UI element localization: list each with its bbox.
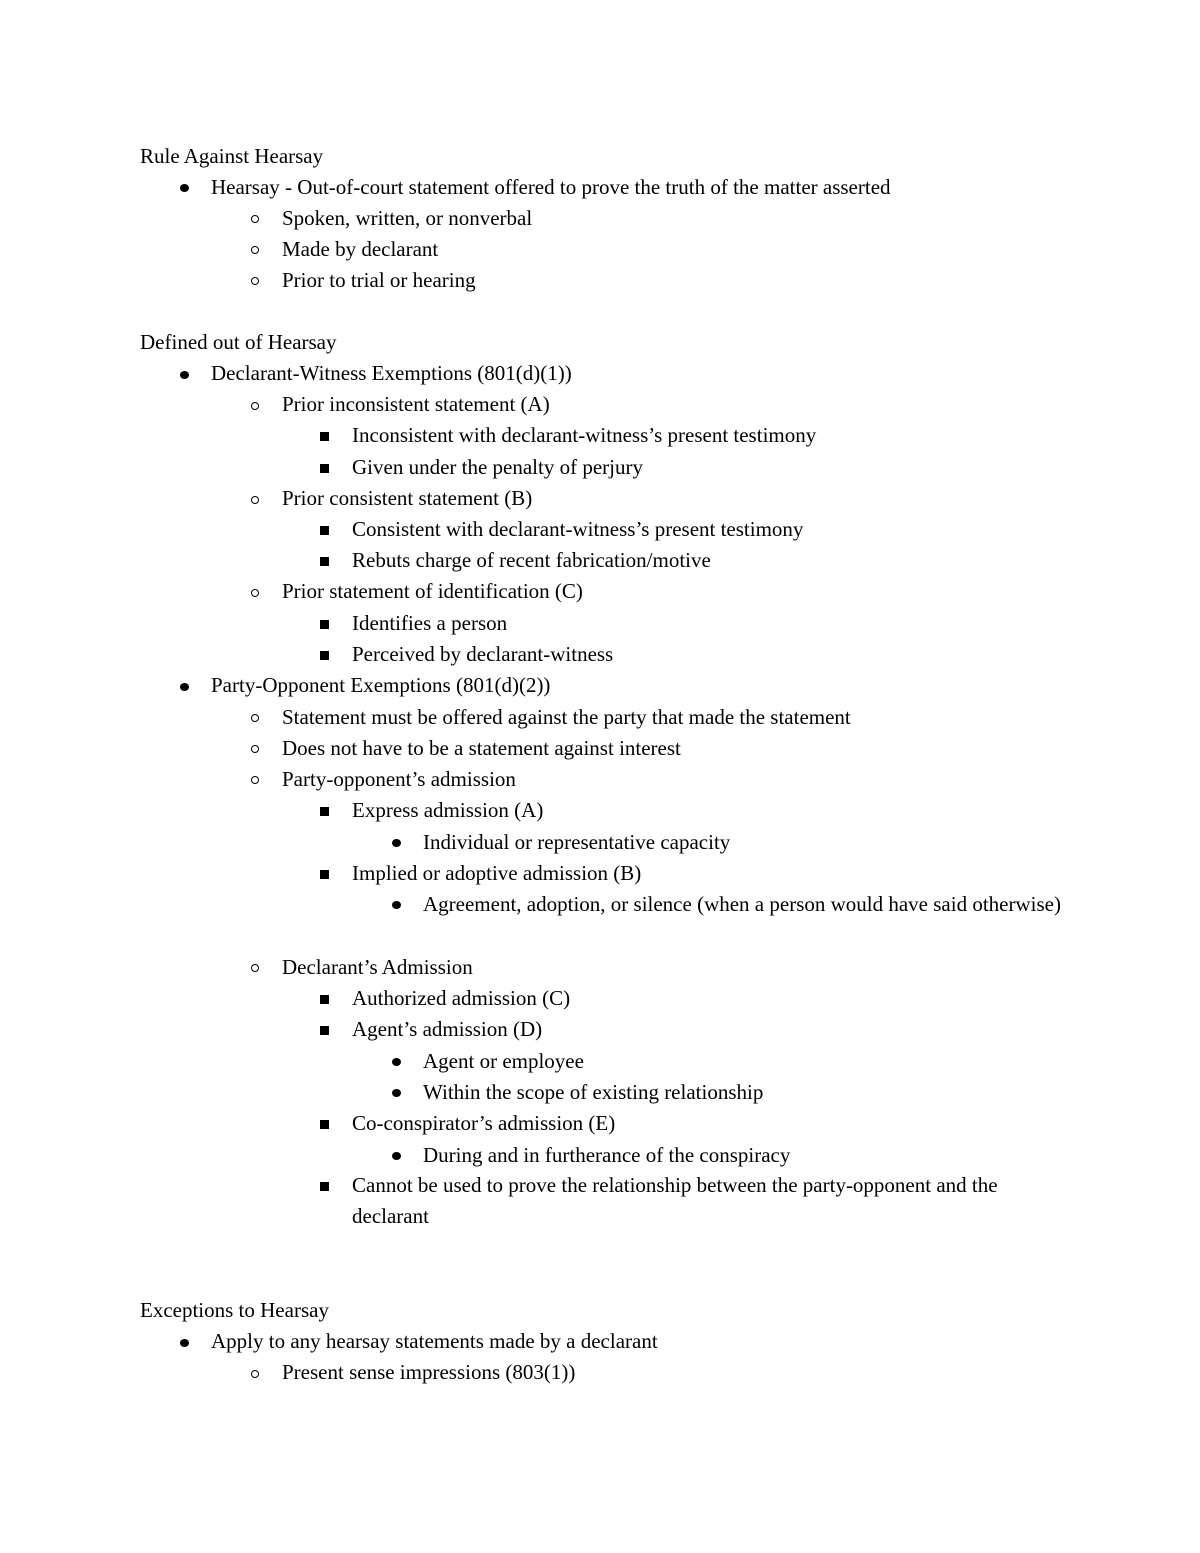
list-item: Hearsay - Out-of-court statement offered to prove the truth of the matter asserted bbox=[211, 175, 891, 199]
bullet-square-icon bbox=[320, 1182, 329, 1191]
bullet-circle-icon bbox=[251, 776, 259, 784]
list-item: Apply to any hearsay statements made by a declarant bbox=[211, 1329, 658, 1353]
list-item: Does not have to be a statement against interest bbox=[282, 736, 681, 760]
bullet-square-icon bbox=[320, 432, 329, 441]
bullet-circle-icon bbox=[251, 714, 259, 722]
bullet-square-icon bbox=[320, 870, 329, 879]
bullet-disc-icon bbox=[392, 1152, 401, 1160]
list-item: Agreement, adoption, or silence (when a person would have said otherwise) bbox=[423, 892, 1061, 916]
bullet-circle-icon bbox=[251, 215, 259, 223]
bullet-circle-icon bbox=[251, 745, 259, 753]
list-item: Agent or employee bbox=[423, 1049, 584, 1073]
bullet-disc-icon bbox=[392, 901, 401, 909]
list-item: Express admission (A) bbox=[352, 798, 544, 822]
bullet-square-icon bbox=[320, 1026, 329, 1035]
list-item: Agent’s admission (D) bbox=[352, 1017, 543, 1041]
list-item: Consistent with declarant-witness’s present testimony bbox=[352, 517, 804, 541]
list-item: Individual or representative capacity bbox=[423, 830, 731, 854]
list-item: Made by declarant bbox=[282, 237, 439, 261]
bullet-square-icon bbox=[320, 620, 329, 629]
bullet-disc-icon bbox=[180, 1339, 189, 1347]
list-item: Statement must be offered against the party that made the statement bbox=[282, 705, 851, 729]
list-item: Implied or adoptive admission (B) bbox=[352, 861, 642, 885]
list-item: Cannot be used to prove the relationship between the party-opponent and the declarant bbox=[352, 1173, 998, 1228]
list-item: Given under the penalty of perjury bbox=[352, 455, 643, 479]
list-item: Co-conspirator’s admission (E) bbox=[352, 1111, 616, 1135]
bullet-square-icon bbox=[320, 995, 329, 1004]
list-item: Inconsistent with declarant-witness’s present testimony bbox=[352, 423, 817, 447]
bullet-square-icon bbox=[320, 464, 329, 473]
bullet-circle-icon bbox=[251, 246, 259, 254]
bullet-circle-icon bbox=[251, 402, 259, 410]
section-heading-rule-against-hearsay: Rule Against Hearsay bbox=[140, 144, 324, 168]
bullet-circle-icon bbox=[251, 277, 259, 285]
list-item: Perceived by declarant-witness bbox=[352, 642, 614, 666]
list-item: Within the scope of existing relationship bbox=[423, 1080, 764, 1104]
list-item: Declarant-Witness Exemptions (801(d)(1)) bbox=[211, 361, 572, 385]
list-item: Prior inconsistent statement (A) bbox=[282, 392, 550, 416]
bullet-disc-icon bbox=[180, 184, 189, 192]
list-item: Declarant’s Admission bbox=[282, 955, 473, 979]
bullet-disc-icon bbox=[392, 839, 401, 847]
list-item: Present sense impressions (803(1)) bbox=[282, 1360, 576, 1384]
bullet-disc-icon bbox=[180, 371, 189, 379]
bullet-disc-icon bbox=[392, 1058, 401, 1066]
list-item: Prior to trial or hearing bbox=[282, 268, 476, 292]
list-item: During and in furtherance of the conspiracy bbox=[423, 1143, 791, 1167]
list-item: Party-opponent’s admission bbox=[282, 767, 516, 791]
bullet-square-icon bbox=[320, 807, 329, 816]
list-item: Identifies a person bbox=[352, 611, 508, 635]
list-item: Spoken, written, or nonverbal bbox=[282, 206, 533, 230]
bullet-square-icon bbox=[320, 1120, 329, 1129]
list-item: Prior statement of identification (C) bbox=[282, 579, 583, 603]
bullet-circle-icon bbox=[251, 1370, 259, 1378]
bullet-circle-icon bbox=[251, 589, 259, 597]
bullet-disc-icon bbox=[180, 683, 189, 691]
bullet-square-icon bbox=[320, 526, 329, 535]
list-item: Rebuts charge of recent fabrication/motive bbox=[352, 548, 711, 572]
bullet-circle-icon bbox=[251, 496, 259, 504]
bullet-circle-icon bbox=[251, 964, 259, 972]
section-heading-defined-out-of-hearsay: Defined out of Hearsay bbox=[140, 330, 337, 354]
section-heading-exceptions-to-hearsay: Exceptions to Hearsay bbox=[140, 1298, 329, 1322]
bullet-square-icon bbox=[320, 557, 329, 566]
list-item: Authorized admission (C) bbox=[352, 986, 571, 1010]
bullet-square-icon bbox=[320, 651, 329, 660]
list-item: Party-Opponent Exemptions (801(d)(2)) bbox=[211, 673, 551, 697]
bullet-disc-icon bbox=[392, 1089, 401, 1097]
list-item: Prior consistent statement (B) bbox=[282, 486, 533, 510]
